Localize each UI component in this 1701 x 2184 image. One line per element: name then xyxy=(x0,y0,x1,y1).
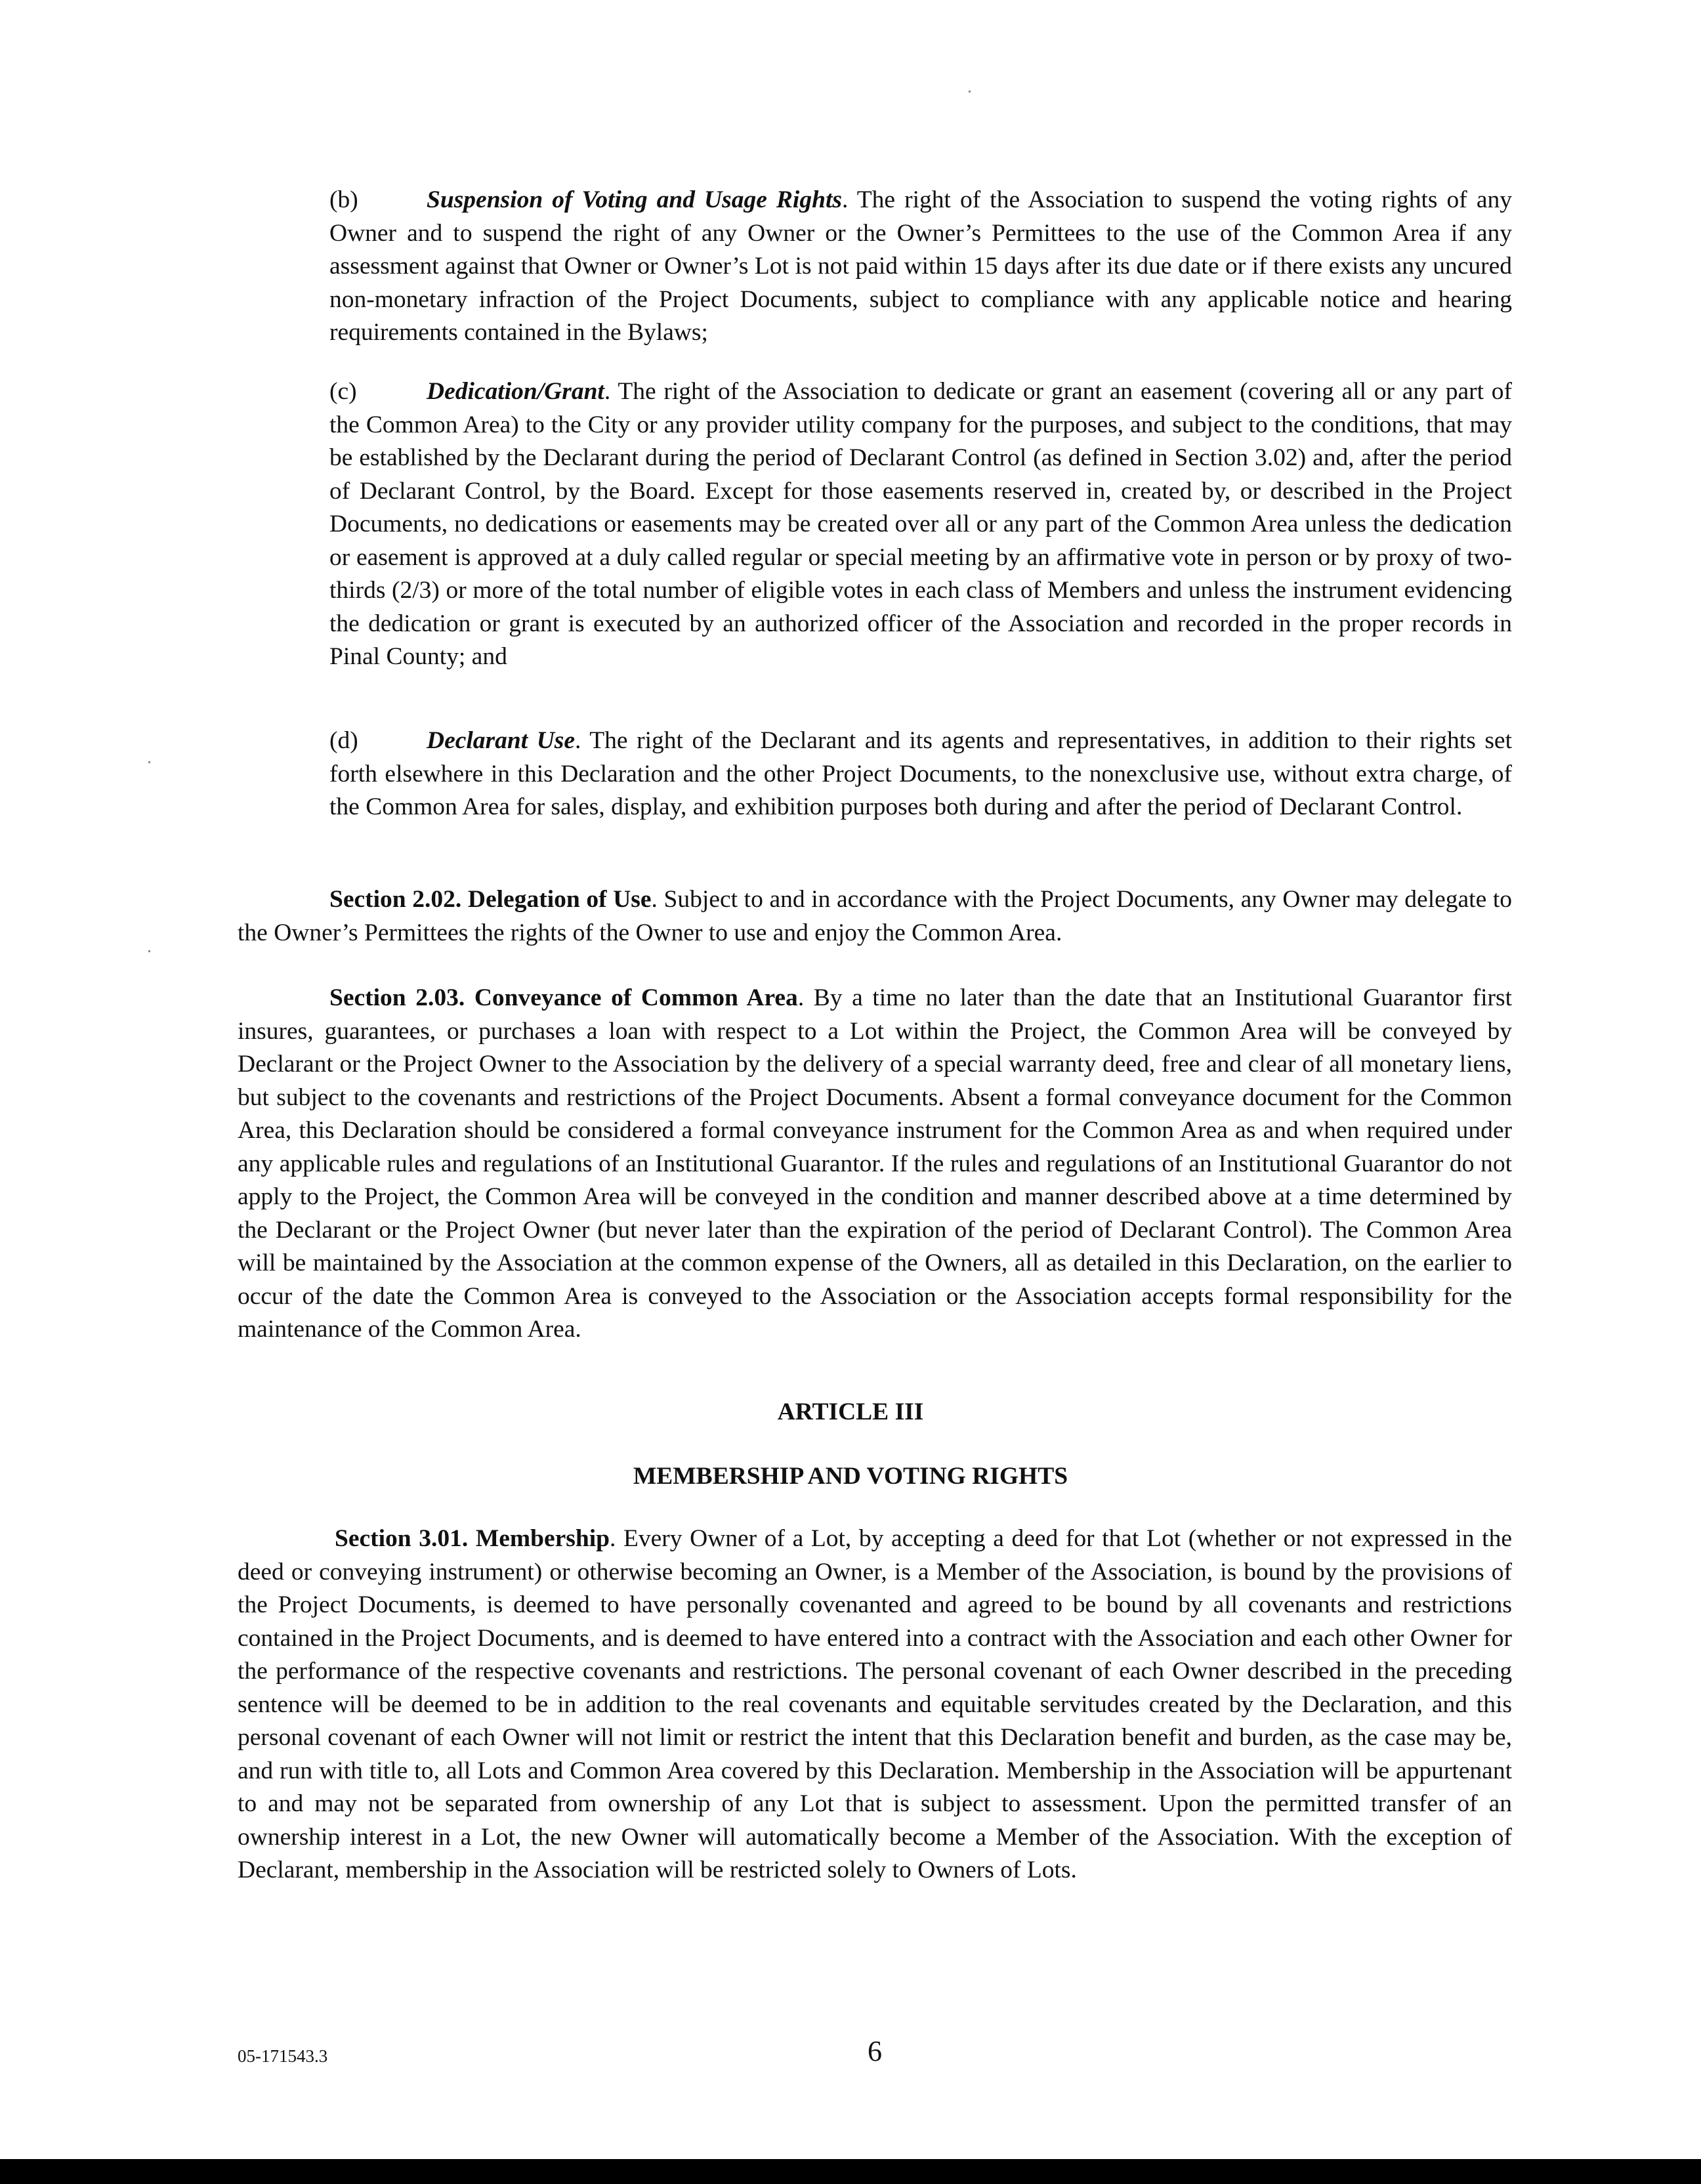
document-id: 05-171543.3 xyxy=(238,2046,328,2066)
article-number: ARTICLE III xyxy=(777,1398,924,1425)
paragraph-b: (b) Suspension of Voting and Usage Rights. The right of the Association to suspend the voting rights of any Owner and to suspend the right of any Owner or the Owner’s Permittees to the use of the Common Area if any assessment against that Owner or Owner’s Lot is not paid within 15 days after its due date or if there exists any uncured non-monetary infraction of the Project Documents, subject to compliance with any applicable notice and hearing requirements contained in the Bylaws; xyxy=(329,184,1512,350)
paragraph-c: (c) Dedication/Grant. The right of the Association to dedicate or grant an easement (covering all or any part of the Common Area) to the City or any provider utility company for the purposes, and subject to the conditions, that may be established by the Declarant during the period of Declarant Control (as defined in Section 3.02) and, after the period of Declarant Control, by the Board. Except for those easements reserved in, created by, or described in the Project Documents, no dedications or easements may be created over all or any part of the Common Area unless the dedication or easement is approved at a duly called regular or special meeting by an affirmative vote in person or by proxy of two-thirds (2/3) or more of the total number of eligible votes in each class of Members and unless the instrument evidencing the dedication or grant is executed by an authorized officer of the Association and recorded in the proper records in Pinal County; and xyxy=(329,375,1512,674)
paragraph-c-title: Dedication/Grant xyxy=(427,378,604,405)
section-2-03-body: By a time no later than the date that an Institutional Guarantor first insures, guarantees, or purchases a loan with respect to a Lot within the Project, the Common Area will be conveyed by Declarant or the Project Owner to the Association by the delivery of a special warranty deed, free and clear of all monetary liens, but subject to the covenants and restrictions of the Project Documents. Absent a formal conveyance document for the Common Area, this Declaration should be considered a formal conveyance instrument for the Common Area as and when required under any applicable rules and regulations of an Institutional Guarantor. If the rules and regulations of an Institutional Guarantor do not apply to the Project, the Common Area will be conveyed in the condition and manner described above at a time determined by the Declarant or the Project Owner (but never later than the expiration of the period of Declarant Control). The Common Area will be maintained by the Association at the common expense of the Owners, all as detailed in this Declaration, on the earlier to occur of the date the Common Area is conveyed to the Association or the Association accepts formal responsibility for the maintenance of the Common Area. xyxy=(238,984,1513,1343)
scan-speck xyxy=(969,91,971,93)
article-title: MEMBERSHIP AND VOTING RIGHTS xyxy=(633,1463,1068,1490)
section-3-01-body: Every Owner of a Lot, by accepting a deed for that Lot (whether or not expressed in the deed or conveying instrument) or otherwise becoming an Owner, is a Member of the Association, is bound by the provisions of the Project Documents, is deemed to have personally covenanted and agreed to be bound by all covenants and restrictions contained in the Project Documents, and is deemed to have entered into a contract with the Association and each other Owner for the performance of the respective covenants and restrictions. The personal covenant of each Owner described in the preceding sentence will be deemed to be in addition to the real covenants and equitable servitudes created by the Declaration, and this personal covenant of each Owner will not limit or restrict the intent that this Declaration benefit and burden, as the case may be, and run with title to, all Lots and Common Area covered by this Declaration. Membership in the Association will be appurtenant to and may not be separated from ownership of any Lot that is subject to assessment. Upon the permitted transfer of an ownership interest in a Lot, the new Owner will automatically become a Member of the Association. With the exception of Declarant, membership in the Association will be restricted solely to Owners of Lots. xyxy=(238,1525,1512,1883)
scan-speck xyxy=(148,950,150,952)
paragraph-b-title: Suspension of Voting and Usage Rights xyxy=(427,186,842,213)
paragraph-d-body: The right of the Declarant and its agents and representatives, in addition to their rights set forth elsewhere in this Declaration and the other Project Documents, to the nonexclusive use, without extra charge, of the Common Area for sales, display, and exhibition purposes both during and after the period of Declarant Control. xyxy=(329,727,1512,820)
paragraph-b-label: (b) xyxy=(329,186,358,213)
page-number: 6 xyxy=(868,2035,882,2067)
section-2-03: Section 2.03. Conveyance of Common Area. By a time no later than the date that an Institutional Guarantor first insures, guarantees, or purchases a loan with respect to a Lot within the Project, the Common Area will be conveyed by Declarant or the Project Owner to the Association by the delivery of a special warranty deed, free and clear of all monetary liens, but subject to the covenants and restrictions of the Project Documents. Absent a formal conveyance document for the Common Area, this Declaration should be considered a formal conveyance instrument for the Common Area as and when required under any applicable rules and regulations of an Institutional Guarantor. If the rules and regulations of an Institutional Guarantor do not apply to the Project, the Common Area will be conveyed in the condition and manner described above at a time determined by the Declarant or the Project Owner (but never later than the expiration of the period of Declarant Control). The Common Area will be maintained by the Association at the common expense of the Owners, all as detailed in this Declaration, on the earlier to occur of the date the Common Area is conveyed to the Association or the Association accepts formal responsibility for the maintenance of the Common Area. xyxy=(238,984,1513,1343)
scan-speck xyxy=(148,761,150,763)
section-3-01-title: Section 3.01. Membership xyxy=(335,1525,610,1552)
scan-border-bottom xyxy=(0,2159,1701,2184)
paragraph-c-label: (c) xyxy=(329,378,357,405)
paragraph-d-label: (d) xyxy=(329,727,358,754)
section-3-01: Section 3.01. Membership. Every Owner of a Lot, by accepting a deed for that Lot (whether or not expressed in the deed or conveying instrument) or otherwise becoming an Owner, is a Member of the Association, is bound by the provisions of the Project Documents, is deemed to have personally covenanted and agreed to be bound by all covenants and restrictions contained in the Project Documents, and is deemed to have entered into a contract with the Association and each other Owner for the performance of the respective covenants and restrictions. The personal covenant of each Owner described in the preceding sentence will be deemed to be in addition to the real covenants and equitable servitudes created by the Declaration, and this personal covenant of each Owner will not limit or restrict the intent that this Declaration benefit and burden, as the case may be, and run with title to, all Lots and Common Area covered by this Declaration. Membership in the Association will be appurtenant to and may not be separated from ownership of any Lot that is subject to assessment. Upon the permitted transfer of an ownership interest in a Lot, the new Owner will automatically become a Member of the Association. With the exception of Declarant, membership in the Association will be restricted solely to Owners of Lots. xyxy=(238,1525,1512,1883)
section-2-02-title: Section 2.02. Delegation of Use xyxy=(329,886,652,913)
section-2-03-title: Section 2.03. Conveyance of Common Area xyxy=(329,984,798,1011)
paragraph-d-title: Declarant Use xyxy=(427,727,576,754)
paragraph-c-body: The right of the Association to dedicate or grant an easement (covering all or any part of the Common Area) to the City or any provider utility company for the purposes, and subject to the conditions, that may be established by the Declarant during the period of Declarant Control (as defined in Section 3.02) and, after the period of Declarant Control, by the Board. Except for those easements reserved in, created by, or described in the Project Documents, no dedications or easements may be created over all or any part of the Common Area unless the dedication or easement is approved at a duly called regular or special meeting by an affirmative vote in person or by proxy of two-thirds (2/3) or more of the total number of eligible votes in each class of Members and unless the instrument evidencing the dedication or grant is executed by an authorized officer of the Association and recorded in the proper records in Pinal County; and xyxy=(329,378,1512,670)
section-2-02-body: Subject to and in accordance with the Project Documents, any Owner may delegate to the Owner’s Permittees the rights of the Owner to use and enjoy the Common Area. xyxy=(238,886,1513,946)
paragraph-b-body: The right of the Association to suspend the voting rights of any Owner and to suspend the right of any Owner or the Owner’s Permittees to the use of the Common Area if any assessment against that Owner or Owner’s Lot is not paid within 15 days after its due date or if there exists any uncured non-monetary infraction of the Project Documents, subject to compliance with any applicable notice and hearing requirements contained in the Bylaws; xyxy=(329,186,1512,346)
section-2-02: Section 2.02. Delegation of Use. Subject to and in accordance with the Project Documents, any Owner may delegate to the Owner’s Permittees the rights of the Owner to use and enjoy the Common Area. xyxy=(238,886,1513,946)
paragraph-d: (d) Declarant Use. The right of the Declarant and its agents and representatives, in addition to their rights set forth elsewhere in this Declaration and the other Project Documents, to the nonexclusive use, without extra charge, of the Common Area for sales, display, and exhibition purposes both during and after the period of Declarant Control. xyxy=(329,724,1512,824)
